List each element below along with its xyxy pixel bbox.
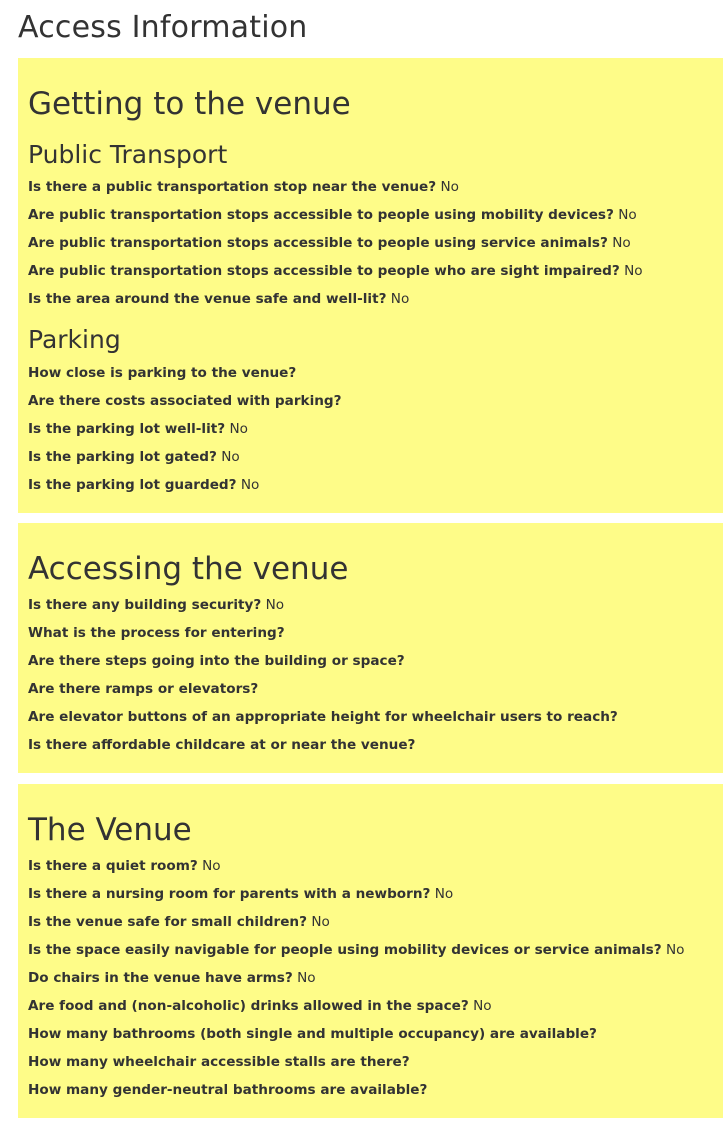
list-item [28, 1025, 597, 1043]
list-item [28, 262, 643, 280]
question: Is the space easily navigable for people using mobility devices or service animals? [28, 942, 662, 958]
list-item [28, 476, 259, 494]
page-title: Access Information [18, 10, 308, 45]
answer: No [229, 421, 248, 437]
question: How many gender-neutral bathrooms are available? [28, 1082, 428, 1098]
question: Is there any building security? [28, 597, 262, 613]
section-heading: The Venue [28, 812, 192, 848]
question: Are food and (non-alcoholic) drinks allowed in the space? [28, 998, 469, 1014]
list-item [28, 680, 258, 698]
section-heading: Getting to the venue [28, 86, 351, 122]
section-heading: Accessing the venue [28, 551, 349, 587]
question: Are there steps going into the building or space? [28, 653, 405, 669]
question: How many wheelchair accessible stalls are there? [28, 1054, 410, 1070]
list-item [28, 420, 248, 438]
question: What is the process for entering? [28, 625, 285, 641]
answer: No [473, 998, 492, 1014]
section-getting-to-venue [18, 58, 723, 513]
question: How close is parking to the venue? [28, 365, 297, 381]
list-item [28, 178, 459, 196]
question: Are public transportation stops accessible to people using service animals? [28, 235, 608, 251]
list-item [28, 234, 631, 252]
section-the-venue [18, 784, 723, 1118]
answer: No [311, 914, 330, 930]
question: Is there a quiet room? [28, 858, 198, 874]
answer: No [221, 449, 240, 465]
list-item [28, 392, 342, 410]
list-item [28, 885, 453, 903]
list-item [28, 997, 492, 1015]
question: Is there a public transportation stop near the venue? [28, 179, 437, 195]
list-item [28, 969, 316, 987]
list-item [28, 364, 296, 382]
question: Are public transportation stops accessible to people using mobility devices? [28, 207, 614, 223]
answer: No [440, 179, 459, 195]
list-item [28, 941, 684, 959]
answer: No [434, 886, 454, 902]
question: Is the parking lot well-lit? [28, 421, 226, 437]
question: Are public transportation stops accessible to people who are sight impaired? [28, 263, 620, 279]
question: Is the parking lot gated? [28, 449, 217, 465]
question: Is the parking lot guarded? [28, 477, 237, 493]
answer: No [202, 858, 221, 874]
list-item [28, 913, 330, 931]
question: Is the area around the venue safe and well-lit? [28, 291, 387, 307]
question: Do chairs in the venue have arms? [28, 970, 293, 986]
answer: No [665, 942, 685, 958]
answer: No [612, 235, 631, 251]
list-item [28, 596, 284, 614]
list-item [28, 448, 240, 466]
list-item [28, 1053, 410, 1071]
answer: No [624, 263, 643, 279]
answer: No [390, 291, 410, 307]
list-item [28, 206, 637, 224]
subsection-heading-public-transport: Public Transport [28, 140, 228, 169]
question: Is there affordable childcare at or near the venue? [28, 737, 416, 753]
list-item [28, 290, 409, 308]
list-item [28, 857, 221, 875]
section-accessing-venue [18, 523, 723, 773]
list-item [28, 652, 405, 670]
answer: No [240, 477, 260, 493]
list-item [28, 736, 415, 754]
question: Are there costs associated with parking? [28, 393, 342, 409]
list-item [28, 624, 285, 642]
list-item [28, 708, 618, 726]
subsection-heading-parking: Parking [28, 325, 121, 354]
question: Are elevator buttons of an appropriate height for wheelchair users to reach? [28, 709, 618, 725]
question: Is there a nursing room for parents with a newborn? [28, 886, 431, 902]
answer: No [265, 597, 285, 613]
question: Are there ramps or elevators? [28, 681, 259, 697]
list-item [28, 1081, 427, 1099]
answer: No [297, 970, 316, 986]
question: How many bathrooms (both single and multiple occupancy) are available? [28, 1026, 597, 1042]
question: Is the venue safe for small children? [28, 914, 307, 930]
answer: No [618, 207, 637, 223]
